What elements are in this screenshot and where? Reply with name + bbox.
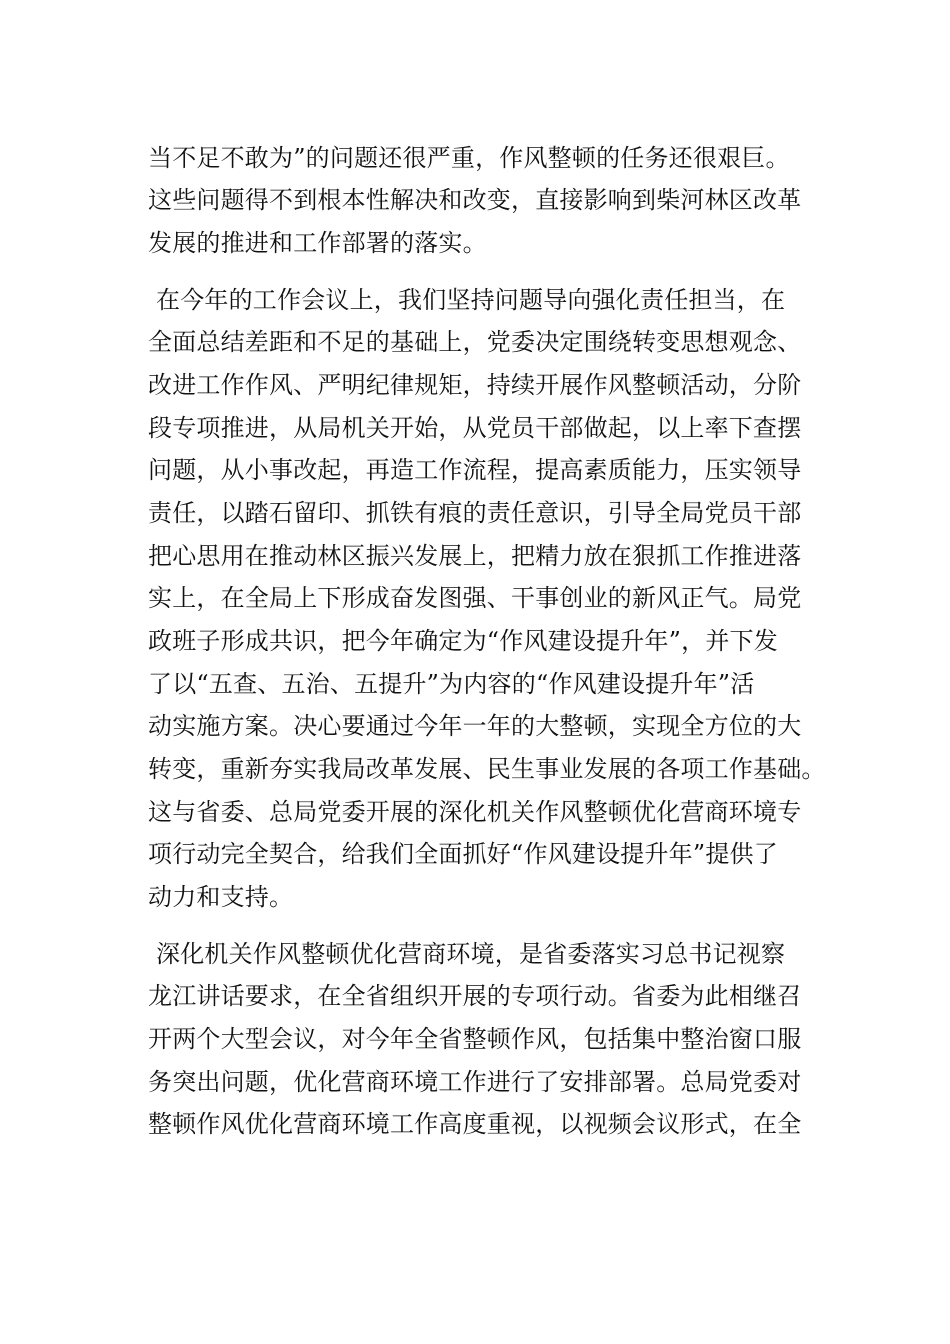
text-line: 这与省委、总局党委开展的深化机关作风整顿优化营商环境专 xyxy=(148,798,802,826)
text-line: 实上，在全局上下形成奋发图强、干事创业的新风正气。局党 xyxy=(148,584,802,612)
text-line: 转变，重新夯实我局改革发展、民生事业发展的各项工作基础。 xyxy=(148,755,826,783)
text-line: 了以“五查、五治、五提升”为内容的“作风建设提升年”活 xyxy=(148,670,755,698)
text-line: 段专项推进，从局机关开始，从党员干部做起，以上率下查摆 xyxy=(148,414,802,442)
text-line: 把心思用在推动林区振兴发展上，把精力放在狠抓工作推进落 xyxy=(148,542,802,570)
paragraph-first-line: 在今年的工作会议上，我们坚持问题导向强化责任担当，在 xyxy=(156,286,786,314)
text-line: 责任，以踏石留印、抓铁有痕的责任意识，引导全局党员干部 xyxy=(148,499,802,527)
text-line: 整顿作风优化营商环境工作高度重视，以视频会议形式，在全 xyxy=(148,1110,802,1138)
paragraph-first-line: 深化机关作风整顿优化营商环境，是省委落实习总书记视察 xyxy=(156,940,786,968)
text-line: 动实施方案。决心要通过今年一年的大整顿，实现全方位的大 xyxy=(148,712,802,740)
text-line: 政班子形成共识，把今年确定为“作风建设提升年”，并下发 xyxy=(148,627,778,655)
text-line: 当不足不敢为”的问题还很严重，作风整顿的任务还很艰巨。 xyxy=(148,144,790,172)
text-line: 开两个大型会议，对今年全省整顿作风，包括集中整治窗口服 xyxy=(148,1025,802,1053)
text-line: 项行动完全契合，给我们全面抓好“作风建设提升年”提供了 xyxy=(148,840,778,868)
text-line: 改进工作作风、严明纪律规矩，持续开展作风整顿活动，分阶 xyxy=(148,371,802,399)
text-line: 这些问题得不到根本性解决和改变，直接影响到柴河林区改革 xyxy=(148,186,802,214)
text-line: 发展的推进和工作部署的落实。 xyxy=(148,229,487,257)
text-line: 务突出问题，优化营商环境工作进行了安排部署。总局党委对 xyxy=(148,1068,802,1096)
text-line: 动力和支持。 xyxy=(148,883,294,911)
text-line: 问题，从小事改起，再造工作流程，提高素质能力，压实领导 xyxy=(148,456,802,484)
text-line: 龙江讲话要求，在全省组织开展的专项行动。省委为此相继召 xyxy=(148,982,802,1010)
text-line: 全面总结差距和不足的基础上，党委决定围绕转变思想观念、 xyxy=(148,328,802,356)
